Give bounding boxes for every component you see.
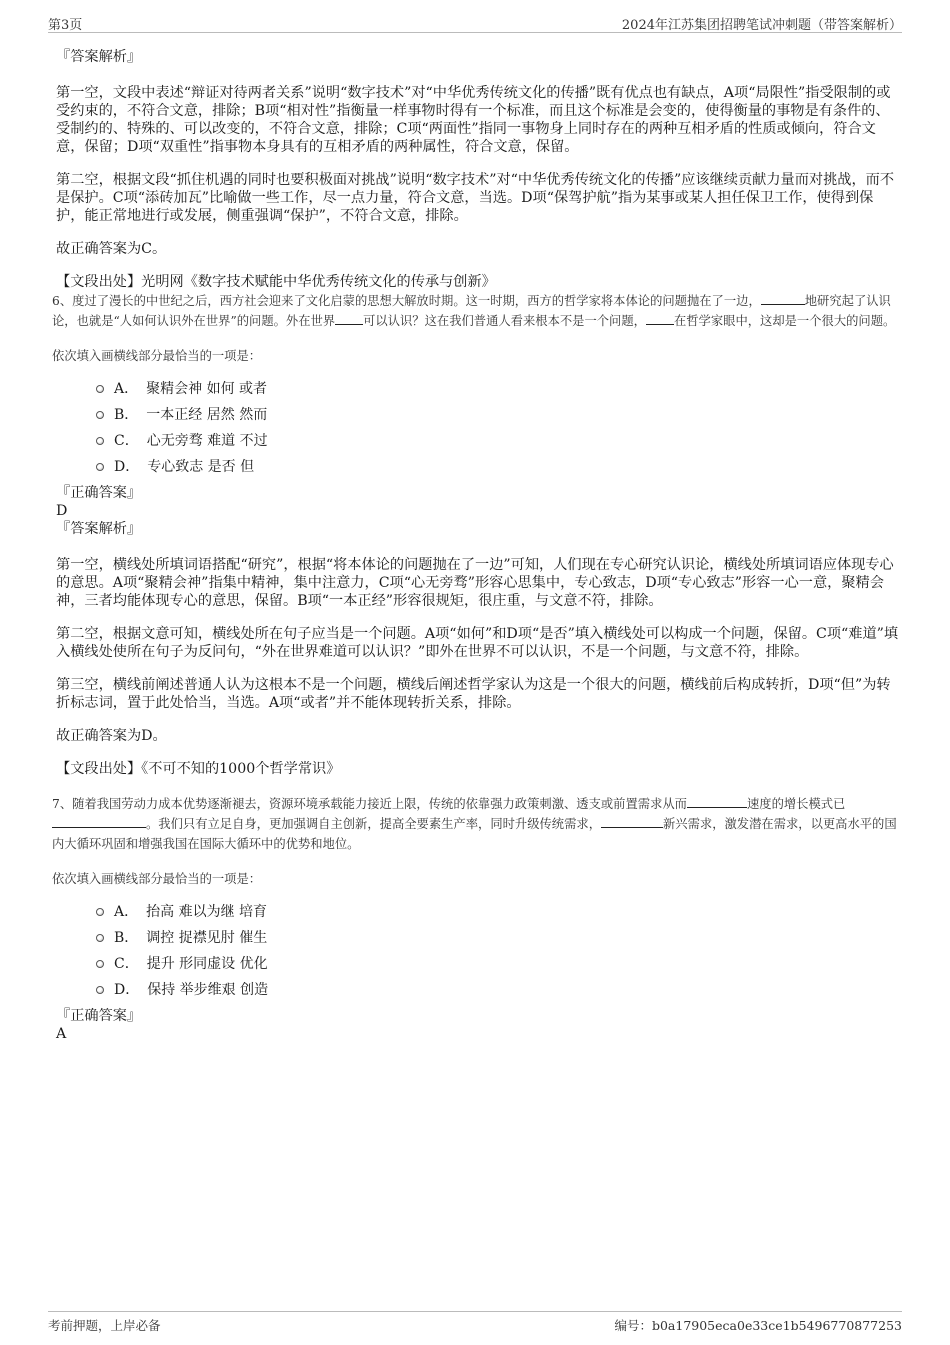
correct-answer-label: 『正确答案』 — [56, 485, 142, 501]
radio-icon[interactable] — [96, 385, 104, 393]
footer-slogan: 考前押题，上岸必备 — [48, 1318, 161, 1333]
correct-answer-label: 『正确答案』 — [56, 1008, 142, 1024]
option-c[interactable]: C． 提升 形同虚设 优化 — [96, 951, 900, 977]
correct-answer: D — [56, 503, 68, 519]
analysis-paragraph: 第二空，根据文段“抓住机遇的同时也要积极面对挑战”说明“数字技术”对“中华优秀传统文化的传播”应该继续贡献力量而对挑战，而不是保护。C项“添砖加瓦”比喻做一些工作，尽一点力量，符合文意，当选。D项“保驾护航”指为某事或某人担任保卫工作，使得到保护，能正常地进行或发展，侧重强调“保护”，不符合文意，排除。 — [56, 172, 895, 224]
analysis-label: 『答案解析』 — [56, 49, 142, 65]
question-prompt: 依次填入画横线部分最恰当的一项是： — [52, 349, 262, 363]
option-c[interactable]: C． 心无旁骛 难道 不过 — [96, 428, 900, 454]
page-footer — [48, 1311, 902, 1334]
radio-icon[interactable] — [96, 463, 104, 471]
page-number: 第3页 — [48, 18, 83, 33]
question-stem: 6、度过了漫长的中世纪之后，西方社会迎来了文化启蒙的思想大解放时期。这一时期，西方的哲学家将本体论的问题抛在了一边， 地研究起了认识论，也就是“人如何认识外在世界”的问题。外在世界 可以认识？这在我们普通人看来根本不是一个问题， 在哲学家眼中，这却是一个很大的问题。 — [52, 291, 900, 331]
correct-answer: A — [56, 1026, 67, 1042]
radio-icon[interactable] — [96, 411, 104, 419]
radio-icon[interactable] — [96, 960, 104, 968]
fill-blank — [687, 794, 747, 808]
option-b[interactable]: B． 调控 捉襟见肘 催生 — [96, 925, 900, 951]
option-a[interactable]: A． 聚精会神 如何 或者 — [96, 376, 900, 402]
question-stem: 7、随着我国劳动力成本优势逐渐褪去，资源环境承载能力接近上限，传统的依靠强力政策刺激、透支或前置需求从而 速度的增长模式已。我们只有立足自身，更加强调自主创新，提高全要素生产率，同时升级传统需求， 新兴需求，激发潜在需求，以更高水平的国内大循环巩固和增强我国在国际大循环中的优势和地位。 — [52, 794, 900, 854]
option-a[interactable]: A． 抬高 难以为继 培育 — [96, 899, 900, 925]
answer-options — [96, 899, 900, 1003]
option-b[interactable]: B． 一本正经 居然 然而 — [96, 402, 900, 428]
answer-options — [96, 376, 900, 480]
analysis-paragraph: 第二空，根据文意可知，横线处所在句子应当是一个问题。A项“如何”和D项“是否”填入横线处可以构成一个问题，保留。C项“难道”填入横线处使所在句子为反问句，“外在世界难道可以认识？”即外在世界不可以认识，不是一个问题，与文意不符，排除。 — [56, 626, 899, 660]
answer-conclusion: 故正确答案为D。 — [56, 728, 167, 744]
question-prompt: 依次填入画横线部分最恰当的一项是： — [52, 872, 262, 886]
option-d[interactable]: D． 专心致志 是否 但 — [96, 454, 900, 480]
fill-blank — [646, 311, 674, 325]
page-content — [52, 44, 900, 1043]
analysis-paragraph: 第一空，横线处所填词语搭配“研究”，根据“将本体论的问题抛在了一边”可知，人们现在专心研究认识论，横线处所填词语应体现专心的意思。A项“聚精会神”指集中精神，集中注意力，C项“心无旁骛”形容心思集中，专心致志，D项“专心致志”形容一心一意，聚精会神，三者均能体现专心的意思，保留。B项“一本正经”形容很规矩，很庄重，与文意不符，排除。 — [56, 557, 894, 609]
source-citation: 【文段出处】《不可不知的1000个哲学常识》 — [56, 761, 341, 777]
fill-blank — [335, 311, 363, 325]
fill-blank — [52, 814, 146, 828]
fill-blank — [761, 291, 805, 305]
analysis-paragraph: 第一空，文段中表述“辩证对待两者关系”说明“数字技术”对“中华优秀传统文化的传播”既有优点也有缺点，A项“局限性”指受限制的或受约束的，不符合文意，排除；B项“相对性”指衡量一样事物时得有一个标准，而且这个标准是会变的，使得衡量的事物是有条件的、受制约的、特殊的、可以改变的，不符合文意，排除；C项“两面性”指同一事物身上同时存在的两种互相矛盾的性质或倾向，符合文意，保留；D项“双重性”指事物本身具有的互相矛盾的两种属性，符合文意，保留。 — [56, 85, 891, 155]
option-d[interactable]: D． 保持 举步维艰 创造 — [96, 977, 900, 1003]
radio-icon[interactable] — [96, 986, 104, 994]
page-header — [48, 12, 902, 33]
document-serial: 编号：b0a17905eca0e33ce1b5496770877253 — [614, 1318, 902, 1333]
radio-icon[interactable] — [96, 437, 104, 445]
analysis-label: 『答案解析』 — [56, 521, 142, 537]
document-title: 2024年江苏集团招聘笔试冲刺题（带答案解析） — [621, 18, 902, 33]
source-citation: 【文段出处】光明网《数字技术赋能中华优秀传统文化的传承与创新》 — [56, 274, 496, 290]
radio-icon[interactable] — [96, 908, 104, 916]
radio-icon[interactable] — [96, 934, 104, 942]
answer-conclusion: 故正确答案为C。 — [56, 241, 167, 257]
fill-blank — [601, 814, 663, 828]
analysis-paragraph: 第三空，横线前阐述普通人认为这根本不是一个问题，横线后阐述哲学家认为这是一个很大的问题，横线前后构成转折，D项“但”为转折标志词，置于此处恰当，当选。A项“或者”并不能体现转折关系，排除。 — [56, 677, 891, 711]
